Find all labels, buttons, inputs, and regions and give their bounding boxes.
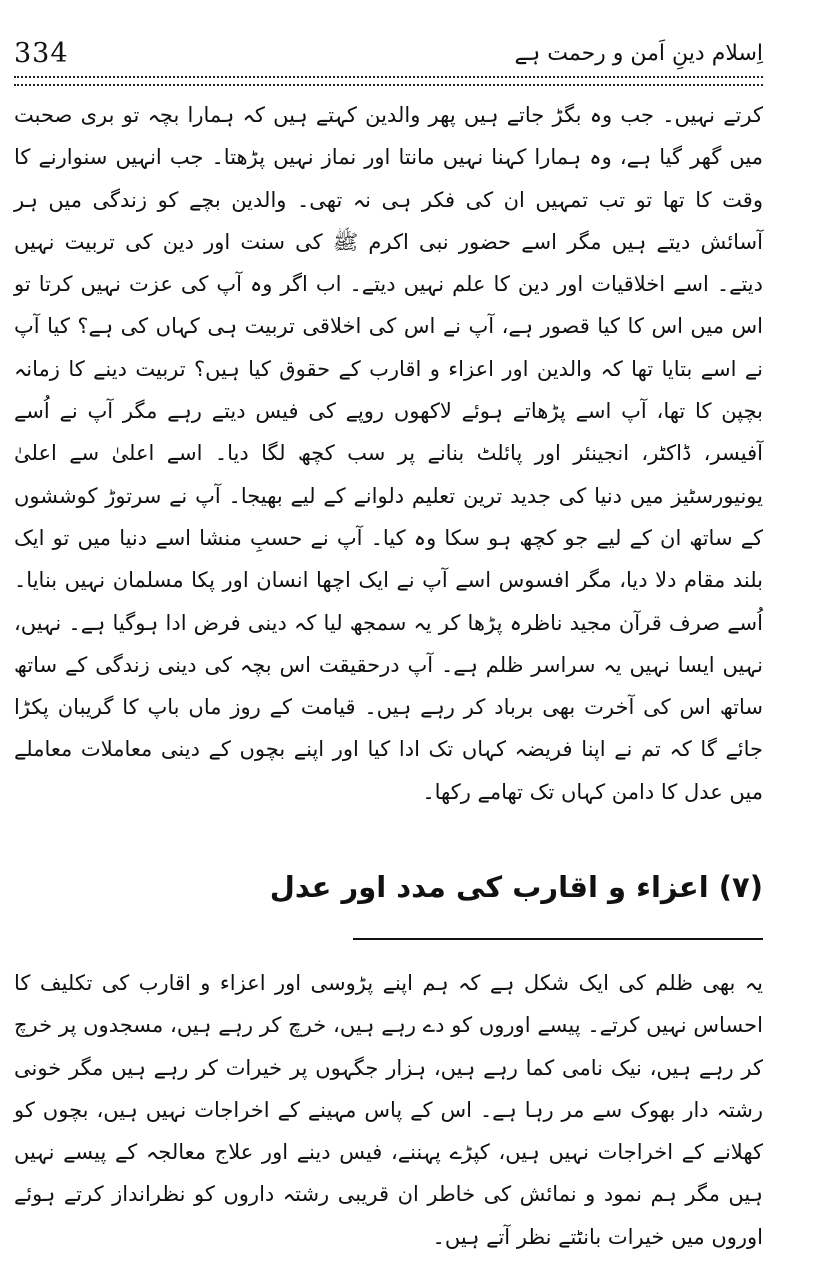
- body-paragraph-1: کرتے نہیں۔ جب وہ بگڑ جاتے ہیں پھر والدین کہتے ہیں کہ ہمارا بچہ تو بری صحبت میں گھر گیا ہے، وہ ہمارا کہنا نہیں مانتا اور نماز نہیں پڑھتا۔ جب انہیں سنوارنے کا وقت کا تھا تو تب تمہیں ان کی فکر ہی نہ تھی۔ والدین بچے کو زندگی میں ہر آسائش دیتے ہیں مگر اسے حضور نبی اکرم ﷺ کی سنت اور دین کی تربیت نہیں دیتے۔ اسے اخلاقیات اور دین کا علم نہیں دیتے۔ اب اگر وہ آپ کی عزت نہیں کرتا تو اس میں اس کا کیا قصور ہے، آپ نے اس کی اخلاقی تربیت ہی کہاں کی ہے؟ کیا آپ نے اسے بتایا تھا کہ والدین اور اعزاء و اقارب کے حقوق کیا ہیں؟ تربیت دینے کا زمانہ بچپن کا تھا، آپ اسے پڑھاتے ہوئے لاکھوں روپے کی فیس دیتے رہے مگر آپ نے اُسے آفیسر، ڈاکٹر، انجینئر اور پائلٹ بنانے پر سب کچھ لگا دیا۔ اسے اعلیٰ سے اعلیٰ یونیورسٹیز میں دنیا کی جدید ترین تعلیم دلوانے کے لیے بھیجا۔ آپ نے سرتوڑ کوششوں کے ساتھ ان کے لیے جو کچھ ہو سکا وہ کیا۔ آپ نے حسبِ منشا اسے دنیا میں تو ایک بلند مقام دلا دیا، مگر افسوس اسے آپ نے ایک اچھا انسان اور پکا مسلمان نہیں بنایا۔ اُسے صرف قرآن مجید ناظرہ پڑھا کر یہ سمجھ لیا کہ دینی فرض ادا ہوگیا ہے۔ نہیں، نہیں ایسا نہیں یہ سراسر ظلم ہے۔ آپ درحقیقت اس بچہ کی دینی زندگی کے ساتھ ساتھ اس کی آخرت بھی برباد کر رہے ہیں۔ قیامت کے روز ماں باپ کا گریبان پکڑا جائے گا کہ تم نے اپنا فریضہ کہاں تک ادا کیا اور اپنے بچوں کے دینی معاملات معاملے میں عدل کا دامن کہاں تک تھامے رکھا۔: [14, 103, 763, 804]
- header-divider: [14, 76, 763, 86]
- section-heading: (۷) اعزاء و اقارب کی مدد اور عدل: [269, 870, 763, 904]
- page-header: [14, 30, 763, 76]
- body-paragraph-2: یہ بھی ظلم کی ایک شکل ہے کہ ہم اپنے پڑوسی اور اعزاء و اقارب کی تکلیف کا احساس نہیں کرتے۔ پیسے اوروں کو دے رہے ہیں، خرچ کر رہے ہیں، مسجدوں پر خرچ کر رہے ہیں، نیک نامی کما رہے ہیں، ہزار جگہوں پر خیرات کر رہے ہیں مگر خونی رشتہ دار بھوک سے مر رہا ہے۔ اس کے پاس مہینے کے اخراجات نہیں ہیں، بچوں کو کھلانے کے اخراجات نہیں ہیں، کپڑے پہننے، فیس دینے اور علاج معالجہ کے پیسے نہیں ہیں مگر ہم نمود و نمائش کی خاطر ان قریبی رشتہ داروں کو نظرانداز کرتے ہوئے اوروں میں خیرات بانٹتے نظر آتے ہیں۔: [14, 971, 763, 1249]
- running-title: اِسلام دینِ اَمن و رحمت ہے: [514, 40, 763, 66]
- heading-underline: [353, 938, 763, 940]
- page-number: 334: [14, 37, 69, 69]
